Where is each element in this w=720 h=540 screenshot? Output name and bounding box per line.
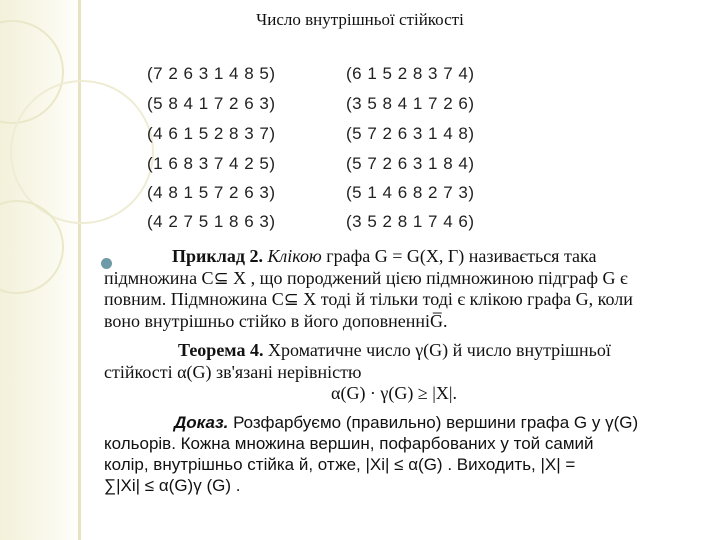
proof-line-3: колір, внутрішньо стійка й, отже, |Xi| ≤ α(G) . Виходить, |X| = <box>104 455 576 474</box>
permutation-left-6: (4 2 7 5 1 8 6 3) <box>147 212 276 231</box>
page-title: Число внутрішньої стійкості <box>256 10 464 29</box>
permutation-right-2: (3 5 8 4 1 7 2 6) <box>346 94 475 113</box>
theorem-line-1: Хроматичне число γ(G) й число внутрішньої <box>267 340 611 360</box>
permutation-right-3: (5 7 2 6 3 1 4 8) <box>346 124 475 143</box>
permutation-right-1: (6 1 5 2 8 3 7 4) <box>346 64 475 83</box>
example-line-1: графа G = G(X, Γ) називається така <box>326 246 597 266</box>
example-line-2: підмножина C⊆ X , що породжений цією підмножиною підграф G є <box>104 267 628 288</box>
proof-paragraph <box>104 412 684 496</box>
permutation-right-6: (3 5 2 8 1 7 4 6) <box>346 212 475 231</box>
permutation-left-4: (1 6 8 3 7 4 2 5) <box>147 154 276 173</box>
permutation-left-2: (5 8 4 1 7 2 6 3) <box>147 94 276 113</box>
permutation-right-4: (5 7 2 6 3 1 8 4) <box>346 154 475 173</box>
example-line-4: воно внутрішньо стійко в його доповненніG̅. <box>104 310 448 331</box>
proof-line-1: Розфарбуємо (правильно) вершини графа G у γ(G) <box>233 413 639 432</box>
example-label: Приклад 2. <box>172 246 263 266</box>
permutation-right-5: (5 1 4 6 8 2 7 3) <box>346 183 475 202</box>
proof-label: Доказ. <box>174 413 229 432</box>
example-clique-word: Клікою <box>267 246 322 266</box>
proof-line-2: кольорів. Кожна множина вершин, пофарбованих у той самий <box>104 434 594 453</box>
example-paragraph <box>104 246 684 332</box>
permutation-left-3: (4 6 1 5 2 8 3 7) <box>147 124 276 143</box>
permutation-left-5: (4 8 1 5 7 2 6 3) <box>147 183 276 202</box>
theorem-formula: α(G) · γ(G) ≥ |X|. <box>331 383 457 403</box>
theorem-label: Теорема 4. <box>178 340 264 360</box>
theorem-paragraph <box>104 340 684 405</box>
example-line-3: повним. Підмножина C⊆ X тоді й тільки тоді є клікою графа G, коли <box>104 289 633 309</box>
theorem-line-2: стійкості α(G) зв'язані нерівністю <box>104 361 362 382</box>
proof-line-4: ∑|Xi| ≤ α(G)γ (G) . <box>104 476 241 495</box>
permutation-left-1: (7 2 6 3 1 4 8 5) <box>147 64 276 83</box>
